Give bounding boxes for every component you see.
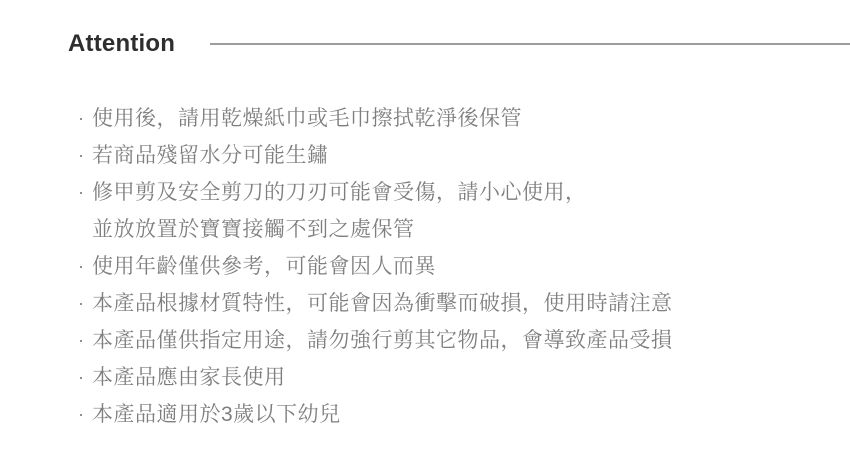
section-header — [68, 30, 850, 60]
bullet-dot-icon: · — [78, 367, 85, 387]
bullet-dot-icon: · — [78, 145, 85, 165]
care-notes-list — [78, 100, 830, 433]
list-item-text: 本產品適用於3歲以下幼兒 — [92, 403, 341, 426]
bullet-dot-icon: · — [78, 404, 85, 424]
list-item — [78, 322, 830, 359]
list-item — [78, 285, 830, 322]
list-item — [78, 359, 830, 396]
header-divider-line — [210, 43, 850, 45]
list-item — [78, 396, 830, 433]
list-item-text: 本產品根據材質特性，可能會因為衝擊而破損，使用時請注意 — [92, 292, 673, 315]
list-item-text: 使用後，請用乾燥紙巾或毛巾擦拭乾淨後保管 — [92, 107, 522, 130]
bullet-dot-icon: · — [78, 256, 85, 276]
bullet-dot-icon: · — [78, 108, 85, 128]
list-item — [78, 137, 830, 174]
section-title: Attention — [68, 30, 176, 57]
list-item — [78, 100, 830, 137]
list-item-continuation — [78, 211, 830, 248]
list-item-text: 若商品殘留水分可能生鏽 — [92, 144, 329, 167]
bullet-dot-icon: · — [78, 293, 85, 313]
list-item-text: 修甲剪及安全剪刀的刀刃可能會受傷，請小心使用， — [92, 181, 587, 204]
bullet-dot-icon: · — [78, 182, 85, 202]
list-item-text: 本產品僅供指定用途，請勿強行剪其它物品，會導致產品受損 — [92, 329, 673, 352]
bullet-dot-icon: · — [78, 330, 85, 350]
list-item — [78, 174, 830, 211]
list-item-text: 使用年齡僅供參考，可能會因人而異 — [92, 255, 436, 278]
list-item-text: 本產品應由家長使用 — [92, 366, 286, 389]
list-item-text: 並放放置於寶寶接觸不到之處保管 — [92, 218, 415, 241]
list-item — [78, 248, 830, 285]
